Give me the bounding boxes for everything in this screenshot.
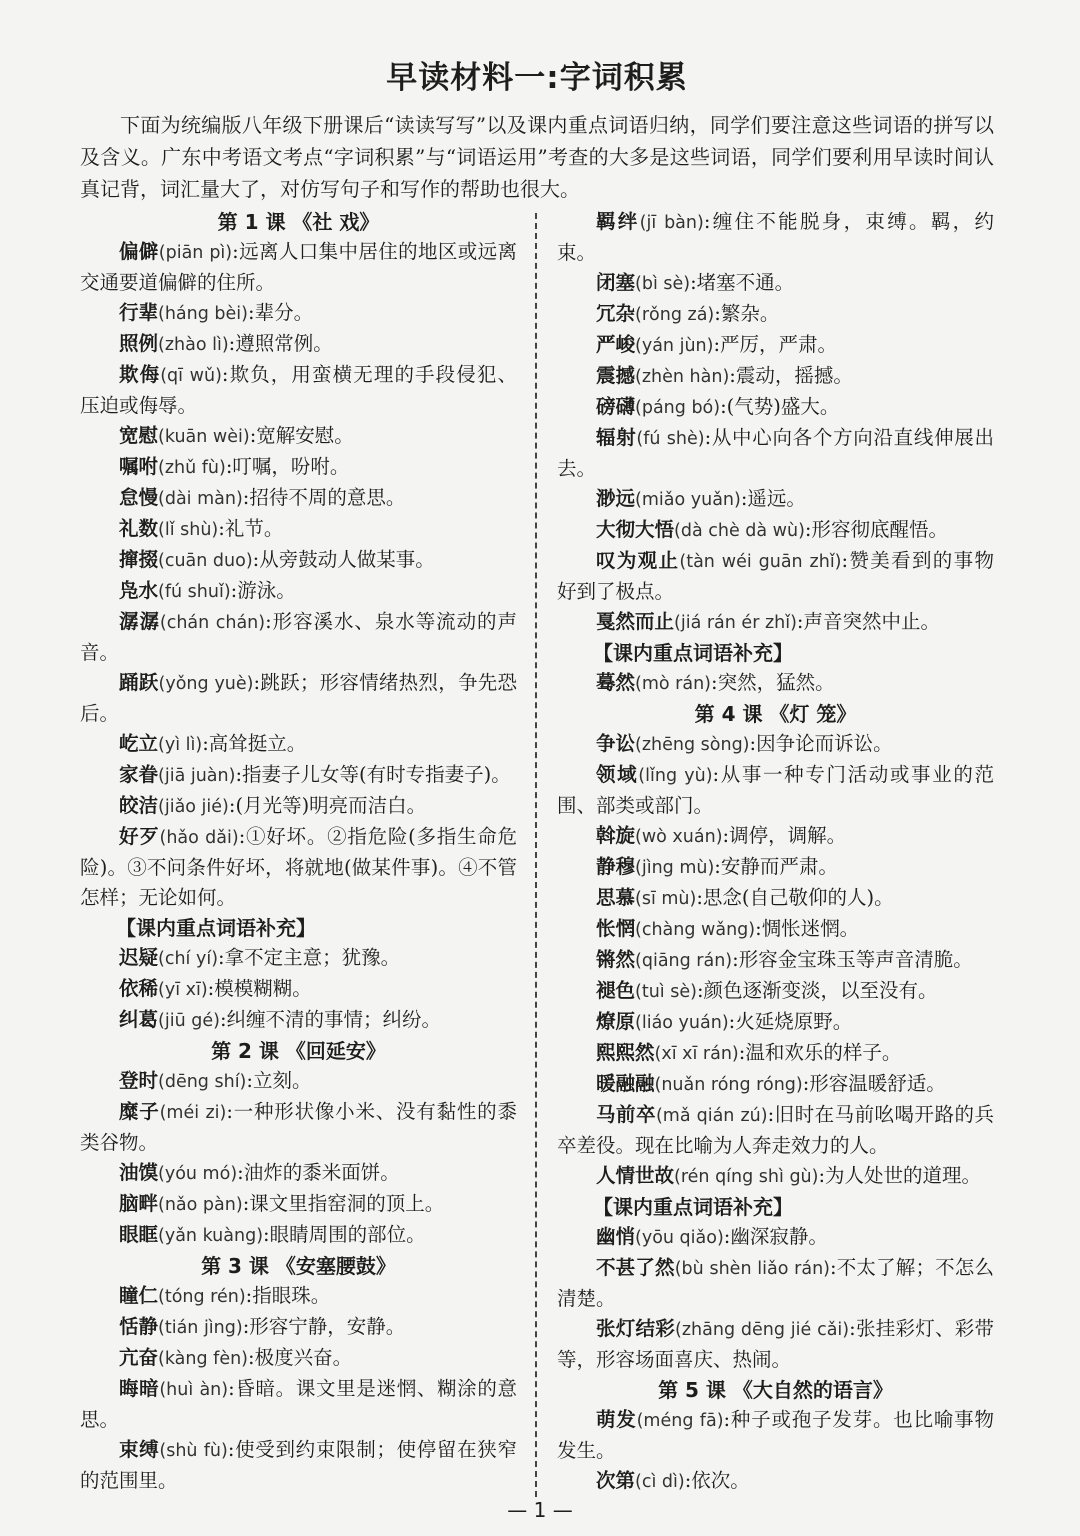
vocab-entry bbox=[80, 1189, 517, 1220]
vocab-word: 眼眶 bbox=[119, 1223, 159, 1246]
vocab-pinyin: (dà chè dà wù) bbox=[674, 521, 805, 541]
vocab-word: 褪色 bbox=[596, 979, 636, 1002]
vocab-pinyin: (zhào lì) bbox=[158, 335, 229, 355]
vocab-pinyin: (yī xī) bbox=[158, 980, 208, 1000]
vocab-entry bbox=[557, 852, 994, 883]
vocab-word: 萌发 bbox=[596, 1408, 637, 1431]
vocab-entry bbox=[557, 1253, 994, 1314]
vocab-entry bbox=[80, 576, 517, 607]
vocab-entry bbox=[557, 207, 994, 268]
vocab-definition: :跳跃；形容情绪热烈，争先恐后。 bbox=[80, 671, 517, 725]
vocab-entry bbox=[80, 1281, 517, 1312]
vocab-pinyin: (lǐ shù) bbox=[158, 520, 219, 540]
vocab-entry bbox=[80, 514, 517, 545]
vocab-pinyin: (yōu qiǎo) bbox=[635, 1228, 724, 1248]
vocab-pinyin: (rén qíng shì gù) bbox=[674, 1167, 819, 1187]
vocab-word: 冗杂 bbox=[596, 302, 636, 325]
vocab-entry bbox=[557, 299, 994, 330]
vocab-entry bbox=[557, 1161, 994, 1192]
vocab-entry bbox=[557, 668, 994, 699]
vocab-word: 屹立 bbox=[119, 732, 159, 755]
supplement-heading: 【课内重点词语补充】 bbox=[116, 916, 316, 940]
vocab-entry bbox=[557, 1038, 994, 1069]
vocab-pinyin: (bù shèn liǎo rán) bbox=[674, 1259, 831, 1279]
vocab-definition: :立刻。 bbox=[246, 1069, 312, 1092]
vocab-definition: :从事一种专门活动或事业的范围、部类或部门。 bbox=[557, 763, 994, 817]
vocab-pinyin: (chán chán) bbox=[159, 613, 266, 633]
vocab-entry bbox=[557, 729, 994, 760]
vocab-entry bbox=[80, 607, 517, 668]
vocab-pinyin: (huì àn) bbox=[159, 1380, 229, 1400]
vocab-pinyin: (yǎn kuàng) bbox=[158, 1226, 264, 1246]
vocab-pinyin: (tàn wéi guān zhǐ) bbox=[679, 552, 842, 572]
vocab-definition: :欺负，用蛮横无理的手段侵犯、压迫或侮辱。 bbox=[80, 363, 517, 417]
vocab-pinyin: (nuǎn róng róng) bbox=[654, 1075, 803, 1095]
vocab-pinyin: (chàng wǎng) bbox=[635, 920, 756, 940]
lesson-heading: 第 5 课 《大自然的语言》 bbox=[658, 1378, 893, 1402]
vocab-definition: :纠缠不清的事情；纠纷。 bbox=[219, 1008, 442, 1031]
vocab-definition: :招待不周的意思。 bbox=[242, 486, 406, 509]
vocab-definition: :(月光等)明亮而洁白。 bbox=[228, 794, 427, 817]
vocab-word: 马前卒 bbox=[596, 1103, 656, 1126]
vocab-entry bbox=[557, 1314, 994, 1375]
vocab-entry bbox=[80, 545, 517, 576]
vocab-definition: :繁杂。 bbox=[714, 302, 780, 325]
vocab-word: 油馍 bbox=[119, 1161, 159, 1184]
left-column bbox=[80, 207, 535, 1496]
vocab-pinyin: (jiū gé) bbox=[158, 1011, 220, 1031]
vocab-definition: :极度兴奋。 bbox=[248, 1346, 353, 1369]
vocab-word: 嘱咐 bbox=[119, 455, 159, 478]
vocab-definition: :形容金宝珠玉等声音清脆。 bbox=[732, 948, 973, 971]
vocab-pinyin: (zhāng dēng jié cǎi) bbox=[675, 1320, 850, 1340]
vocab-definition: :颜色逐渐变淡，以至没有。 bbox=[696, 979, 938, 1002]
vocab-pinyin: (zhǔ fù) bbox=[158, 458, 226, 478]
vocab-entry bbox=[557, 914, 994, 945]
vocab-pinyin: (xī xī rán) bbox=[654, 1044, 739, 1064]
vocab-word: 迟疑 bbox=[119, 946, 159, 969]
vocab-definition: :从旁鼓动人做某事。 bbox=[252, 548, 435, 571]
vocab-pinyin: (qiāng rán) bbox=[635, 951, 733, 971]
vocab-entry bbox=[80, 760, 517, 791]
vocab-definition: :突然，猛然。 bbox=[711, 671, 835, 694]
vocab-entry bbox=[557, 1466, 994, 1497]
vocab-pinyin: (fú shè) bbox=[636, 429, 705, 449]
vocab-word: 燎原 bbox=[596, 1010, 636, 1033]
vocab-definition: :油炸的黍米面饼。 bbox=[237, 1161, 400, 1184]
vocab-word: 不甚了然 bbox=[596, 1256, 675, 1279]
two-column-body bbox=[80, 207, 994, 1497]
vocab-definition: :礼节。 bbox=[218, 517, 284, 540]
vocab-word: 皎洁 bbox=[119, 794, 159, 817]
vocab-definition: :课文里指窑洞的顶上。 bbox=[242, 1192, 445, 1215]
vocab-pinyin: (yì lì) bbox=[158, 735, 203, 755]
vocab-word: 撺掇 bbox=[119, 548, 159, 571]
vocab-entry bbox=[80, 729, 517, 760]
vocab-definition: :遵照常例。 bbox=[228, 332, 333, 355]
vocab-pinyin: (piān pì) bbox=[158, 243, 233, 263]
vocab-entry bbox=[557, 423, 994, 484]
vocab-definition: :高耸挺立。 bbox=[202, 732, 307, 755]
vocab-word: 束缚 bbox=[119, 1438, 160, 1461]
vocab-word: 宽慰 bbox=[119, 424, 159, 447]
vocab-definition: :眼睛周围的部位。 bbox=[263, 1223, 426, 1246]
vocab-entry bbox=[80, 421, 517, 452]
vocab-definition: :(气势)盛大。 bbox=[720, 395, 840, 418]
vocab-pinyin: (mò rán) bbox=[635, 674, 711, 694]
vocab-word: 糜子 bbox=[119, 1100, 160, 1123]
lesson-heading: 第 4 课 《灯 笼》 bbox=[694, 702, 857, 726]
vocab-word: 瞳仁 bbox=[119, 1284, 159, 1307]
vocab-word: 羁绊 bbox=[596, 210, 640, 233]
vocab-definition: :指妻子儿女等(有时专指妻子)。 bbox=[235, 763, 511, 786]
vocab-pinyin: (jiǎo jié) bbox=[158, 797, 229, 817]
vocab-word: 斡旋 bbox=[596, 824, 636, 847]
vocab-definition: :一种形状像小米、没有黏性的黍类谷物。 bbox=[80, 1100, 517, 1154]
vocab-definition: :形容彻底醒悟。 bbox=[804, 518, 948, 541]
vocab-pinyin: (chí yí) bbox=[158, 949, 219, 969]
vocab-pinyin: (mǎ qián zú) bbox=[655, 1106, 768, 1126]
vocab-entry bbox=[557, 1222, 994, 1253]
vocab-word: 次第 bbox=[596, 1469, 636, 1492]
vocab-definition: :赞美看到的事物好到了极点。 bbox=[557, 549, 994, 603]
vocab-definition: :宽解安慰。 bbox=[249, 424, 354, 447]
vocab-word: 依稀 bbox=[119, 977, 159, 1000]
vocab-pinyin: (yóu mó) bbox=[158, 1164, 238, 1184]
vocab-entry bbox=[557, 1007, 994, 1038]
vocab-entry bbox=[557, 883, 994, 914]
vocab-entry bbox=[557, 760, 994, 821]
vocab-word: 熙熙然 bbox=[596, 1041, 655, 1064]
vocab-pinyin: (kuān wèi) bbox=[158, 427, 250, 447]
vocab-pinyin: (méng fā) bbox=[636, 1411, 724, 1431]
vocab-pinyin: (jìng mù) bbox=[635, 858, 715, 878]
lesson-heading: 第 2 课 《回延安》 bbox=[211, 1039, 386, 1063]
vocab-entry bbox=[80, 1435, 517, 1496]
supplement-heading: 【课内重点词语补充】 bbox=[593, 1195, 793, 1219]
vocab-word: 凫水 bbox=[119, 579, 159, 602]
vocab-pinyin: (tóng rén) bbox=[158, 1287, 246, 1307]
vocab-pinyin: (miǎo yuǎn) bbox=[635, 490, 741, 510]
vocab-definition: :火延烧原野。 bbox=[728, 1010, 853, 1033]
vocab-pinyin: (jiá rán ér zhǐ) bbox=[674, 613, 797, 633]
vocab-definition: :远离人口集中居住的地区或远离交通要道偏僻的住所。 bbox=[80, 240, 517, 294]
vocab-pinyin: (páng bó) bbox=[635, 398, 721, 418]
vocab-definition: :叮嘱，吩咐。 bbox=[225, 455, 350, 478]
vocab-pinyin: (yǒng yuè) bbox=[158, 674, 254, 694]
vocab-definition: :张挂彩灯、彩带等，形容场面喜庆、热闹。 bbox=[557, 1317, 994, 1371]
vocab-word: 蓦然 bbox=[596, 671, 636, 694]
vocab-pinyin: (nǎo pàn) bbox=[158, 1195, 243, 1215]
vocab-pinyin: (zhēng sòng) bbox=[635, 735, 750, 755]
vocab-word: 欺侮 bbox=[119, 363, 161, 386]
vocab-pinyin: (kàng fèn) bbox=[158, 1349, 249, 1369]
vocab-entry bbox=[557, 1100, 994, 1161]
vocab-pinyin: (yán jùn) bbox=[635, 336, 714, 356]
vocab-definition: :因争论而诉讼。 bbox=[749, 732, 893, 755]
lesson-heading: 第 1 课 《社 戏》 bbox=[217, 210, 380, 234]
page-number: — 1 — bbox=[507, 1498, 573, 1522]
vocab-definition: :辈分。 bbox=[248, 301, 314, 324]
vocab-pinyin: (cuān duo) bbox=[158, 551, 253, 571]
vocab-word: 争讼 bbox=[596, 732, 636, 755]
vocab-pinyin: (zhèn hàn) bbox=[635, 367, 730, 387]
vocab-pinyin: (rǒng zá) bbox=[635, 305, 715, 325]
vocab-word: 震撼 bbox=[596, 364, 636, 387]
vocab-word: 纠葛 bbox=[119, 1008, 159, 1031]
vocab-word: 家眷 bbox=[119, 763, 159, 786]
vocab-word: 幽悄 bbox=[596, 1225, 636, 1248]
vocab-pinyin: (méi zi) bbox=[159, 1103, 227, 1123]
vocab-word: 闭塞 bbox=[596, 271, 636, 294]
vocab-entry bbox=[557, 976, 994, 1007]
vocab-entry bbox=[557, 268, 994, 299]
vocab-definition: :不太了解；不怎么清楚。 bbox=[557, 1256, 994, 1310]
vocab-entry bbox=[557, 607, 994, 638]
vocab-entry bbox=[80, 1343, 517, 1374]
vocab-definition: :为人处世的道理。 bbox=[818, 1164, 982, 1187]
vocab-pinyin: (dēng shí) bbox=[158, 1072, 247, 1092]
vocab-definition: :声音突然中止。 bbox=[796, 610, 940, 633]
vocab-definition: :形容溪水、泉水等流动的声音。 bbox=[80, 610, 517, 664]
vocab-word: 严峻 bbox=[596, 333, 636, 356]
page-title: 早读材料一:字词积累 bbox=[386, 60, 688, 96]
vocab-pinyin: (qī wǔ) bbox=[160, 366, 222, 386]
vocab-pinyin: (jī bàn) bbox=[639, 213, 704, 233]
vocab-definition: :旧时在马前吆喝开路的兵卒差役。现在比喻为人奔走效力的人。 bbox=[557, 1103, 994, 1157]
vocab-definition: :严厉，严肃。 bbox=[713, 333, 838, 356]
vocab-word: 照例 bbox=[119, 332, 159, 355]
vocab-entry bbox=[557, 1405, 994, 1466]
lesson-heading: 第 3 课 《安塞腰鼓》 bbox=[201, 1254, 396, 1278]
vocab-word: 磅礴 bbox=[596, 395, 636, 418]
vocab-definition: :缠住不能脱身，束缚。羁，约束。 bbox=[557, 210, 994, 264]
vocab-pinyin: (liáo yuán) bbox=[635, 1013, 729, 1033]
vocab-entry bbox=[557, 821, 994, 852]
vocab-entry bbox=[80, 1066, 517, 1097]
vocab-word: 渺远 bbox=[596, 487, 636, 510]
vocab-entry bbox=[557, 392, 994, 423]
supplement-heading: 【课内重点词语补充】 bbox=[593, 641, 793, 665]
vocab-word: 脑畔 bbox=[119, 1192, 159, 1215]
vocab-definition: :游泳。 bbox=[230, 579, 296, 602]
vocab-entry bbox=[557, 361, 994, 392]
intro-paragraph: 下面为统编版八年级下册课后“读读写写”以及课内重点词语归纳，同学们要注意这些词语的拼写以及含义。广东中考语文考点“字词积累”与“词语运用”考查的大多是这些词语，同学们要利用早读时间认真记背，词汇量大了，对仿写句子和写作的帮助也很大。 bbox=[80, 113, 994, 201]
vocab-entry bbox=[80, 668, 517, 729]
vocab-pinyin: (sī mù) bbox=[635, 889, 697, 909]
vocab-entry bbox=[80, 298, 517, 329]
vocab-definition: :调停，调解。 bbox=[722, 824, 847, 847]
vocab-word: 礼数 bbox=[119, 517, 159, 540]
vocab-pinyin: (wò xuán) bbox=[635, 827, 723, 847]
vocab-definition: :依次。 bbox=[684, 1469, 750, 1492]
vocab-entry bbox=[80, 237, 517, 298]
vocab-word: 叹为观止 bbox=[596, 549, 680, 572]
vocab-entry bbox=[80, 943, 517, 974]
vocab-pinyin: (lǐng yù) bbox=[638, 766, 713, 786]
vocab-definition: :惆怅迷惘。 bbox=[755, 917, 860, 940]
vocab-word: 戛然而止 bbox=[596, 610, 675, 633]
vocab-word: 张灯结彩 bbox=[596, 1317, 676, 1340]
vocab-definition: :种子或孢子发芽。也比喻事物发生。 bbox=[557, 1408, 994, 1462]
vocab-entry bbox=[557, 1069, 994, 1100]
vocab-entry bbox=[557, 330, 994, 361]
vocab-definition: :形容宁静，安静。 bbox=[242, 1315, 406, 1338]
vocab-definition: :幽深寂静。 bbox=[723, 1225, 828, 1248]
vocab-pinyin: (hǎo dǎi) bbox=[159, 828, 239, 848]
vocab-pinyin: (shù fù) bbox=[159, 1441, 228, 1461]
vocab-entry bbox=[80, 483, 517, 514]
vocab-entry bbox=[80, 1374, 517, 1435]
vocab-word: 怅惘 bbox=[596, 917, 636, 940]
vocab-word: 领域 bbox=[596, 763, 639, 786]
vocab-entry bbox=[80, 1158, 517, 1189]
vocab-word: 潺潺 bbox=[119, 610, 160, 633]
vocab-entry bbox=[80, 1005, 517, 1036]
vocab-definition: :指眼珠。 bbox=[245, 1284, 331, 1307]
vocab-pinyin: (dài màn) bbox=[158, 489, 243, 509]
right-column bbox=[537, 207, 994, 1497]
vocab-word: 登时 bbox=[119, 1069, 159, 1092]
vocab-word: 大彻大悟 bbox=[596, 518, 675, 541]
vocab-entry bbox=[80, 1312, 517, 1343]
vocab-word: 人情世故 bbox=[596, 1164, 675, 1187]
vocab-definition: :①好坏。②指危险(多指生命危险)。③不问条件好坏，将就地(做某件事)。④不管怎样；无论如何。 bbox=[80, 825, 517, 909]
vocab-word: 辐射 bbox=[596, 426, 637, 449]
vocab-definition: :使受到约束限制；使停留在狭窄的范围里。 bbox=[80, 1438, 517, 1492]
vocab-word: 锵然 bbox=[596, 948, 636, 971]
vocab-word: 暖融融 bbox=[596, 1072, 655, 1095]
vocab-entry bbox=[80, 822, 517, 913]
vocab-entry bbox=[80, 452, 517, 483]
vocab-pinyin: (háng bèi) bbox=[158, 304, 248, 324]
vocab-word: 晦暗 bbox=[119, 1377, 160, 1400]
vocab-definition: :从中心向各个方向沿直线伸展出去。 bbox=[557, 426, 994, 480]
vocab-entry bbox=[557, 484, 994, 515]
vocab-word: 恬静 bbox=[119, 1315, 159, 1338]
vocab-word: 偏僻 bbox=[119, 240, 159, 263]
vocab-word: 好歹 bbox=[119, 825, 160, 848]
vocab-definition: :温和欢乐的样子。 bbox=[738, 1041, 902, 1064]
vocab-entry bbox=[80, 1097, 517, 1158]
vocab-entry bbox=[557, 515, 994, 546]
vocab-definition: :昏暗。课文里是迷惘、糊涂的意思。 bbox=[80, 1377, 517, 1431]
vocab-definition: :遥远。 bbox=[740, 487, 806, 510]
vocab-definition: :安静而严肃。 bbox=[714, 855, 838, 878]
vocab-entry bbox=[80, 974, 517, 1005]
vocab-definition: :形容温暖舒适。 bbox=[802, 1072, 946, 1095]
vocab-pinyin: (tuì sè) bbox=[635, 982, 697, 1002]
vocab-pinyin: (jiā juàn) bbox=[158, 766, 236, 786]
vocab-word: 行辈 bbox=[119, 301, 159, 324]
vocab-definition: :堵塞不通。 bbox=[690, 271, 795, 294]
vocab-pinyin: (tián jìng) bbox=[158, 1318, 243, 1338]
vocab-entry bbox=[80, 1220, 517, 1251]
vocab-word: 思慕 bbox=[596, 886, 636, 909]
vocab-definition: :思念(自己敬仰的人)。 bbox=[696, 886, 894, 909]
vocab-definition: :拿不定主意；犹豫。 bbox=[218, 946, 401, 969]
vocab-entry bbox=[80, 360, 517, 421]
vocab-entry bbox=[557, 945, 994, 976]
vocab-pinyin: (bì sè) bbox=[635, 274, 691, 294]
vocab-entry bbox=[80, 329, 517, 360]
vocab-entry bbox=[557, 546, 994, 607]
vocab-word: 亢奋 bbox=[119, 1346, 159, 1369]
vocab-definition: :震动，摇撼。 bbox=[729, 364, 853, 387]
vocab-pinyin: (cì dì) bbox=[635, 1472, 685, 1492]
vocab-pinyin: (fú shuǐ) bbox=[158, 582, 231, 602]
vocab-word: 静穆 bbox=[596, 855, 636, 878]
vocab-definition: :模模糊糊。 bbox=[207, 977, 312, 1000]
vocab-word: 踊跃 bbox=[119, 671, 159, 694]
vocab-word: 怠慢 bbox=[119, 486, 159, 509]
vocab-entry bbox=[80, 791, 517, 822]
